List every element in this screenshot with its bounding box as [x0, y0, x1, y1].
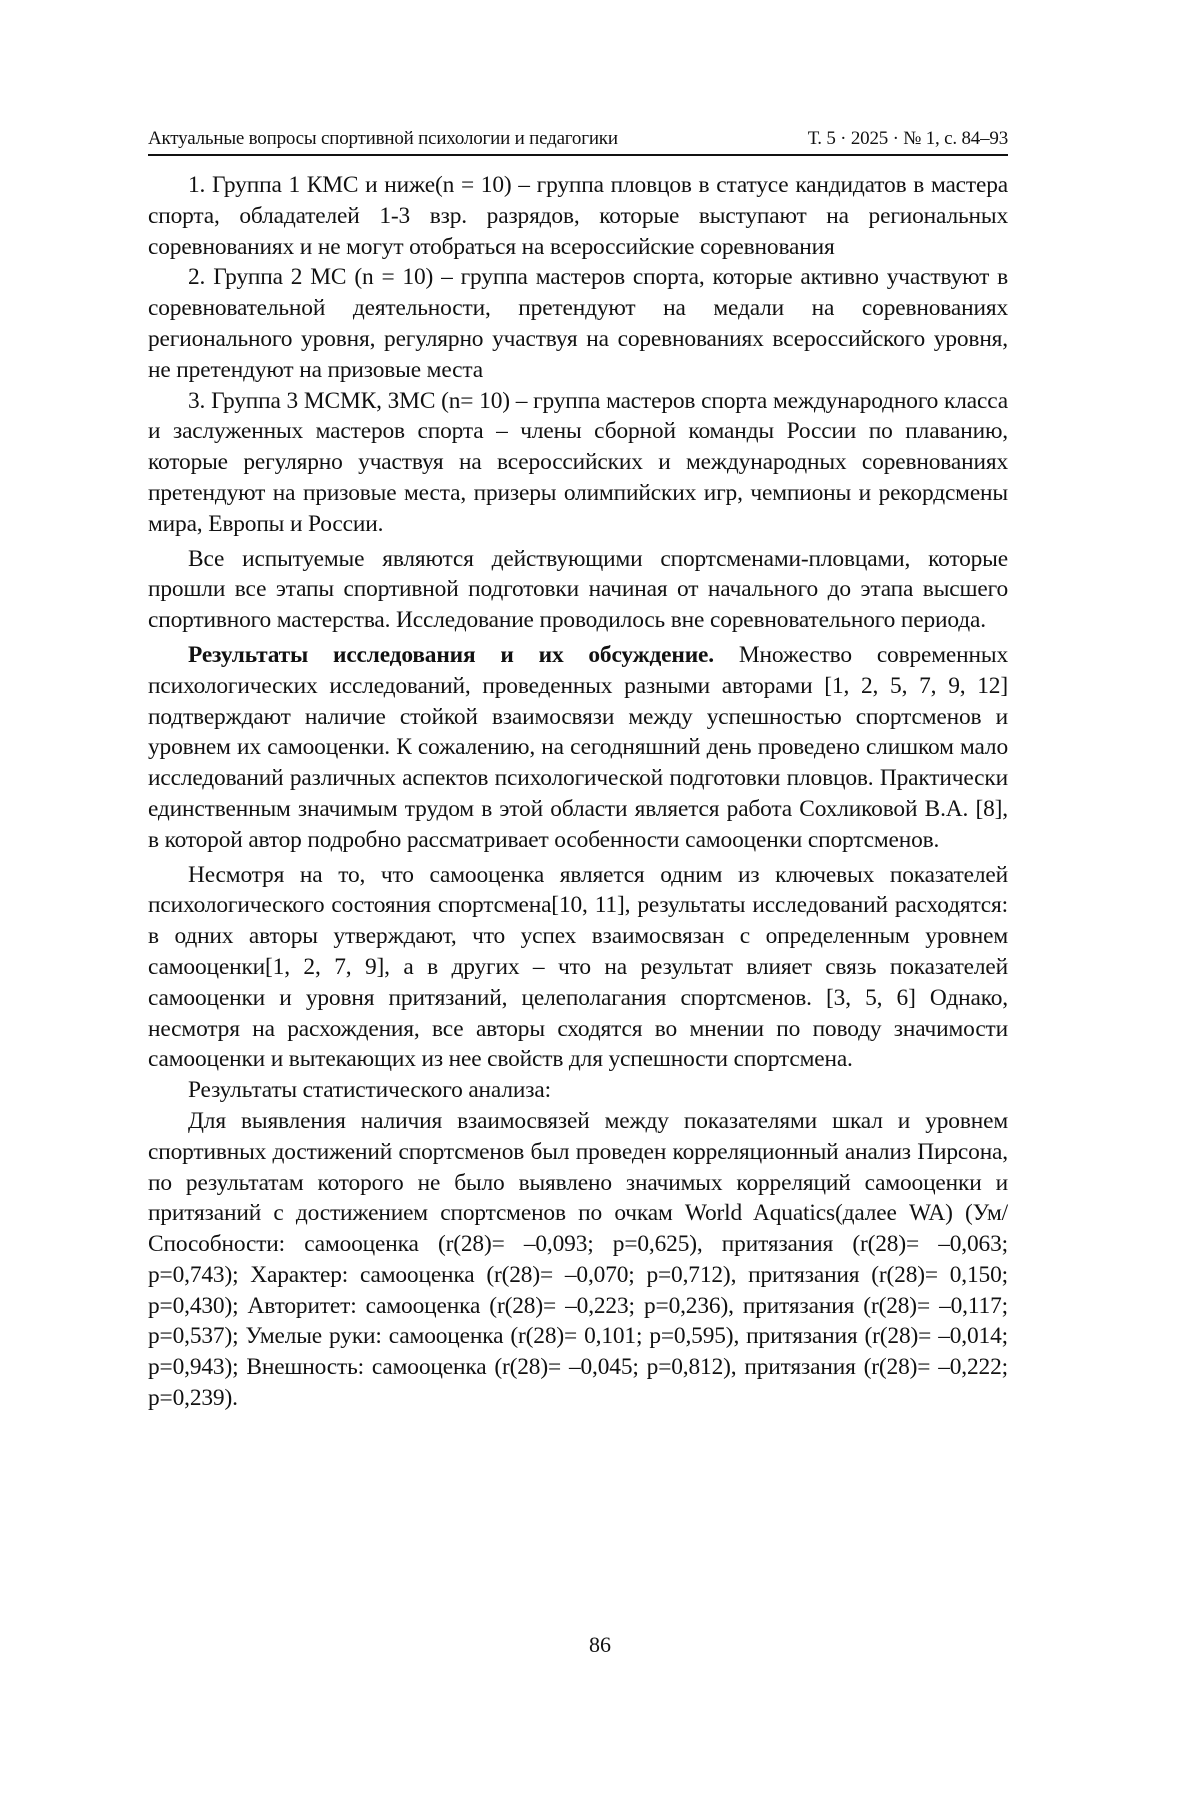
results-heading: Результаты исследования и их обсуждение.	[188, 641, 714, 668]
journal-title: Актуальные вопросы спортивной психологии и педагогики	[148, 128, 618, 149]
stats-title: Результаты статистического анализа:	[188, 1077, 551, 1104]
group-item-3: 3. Группа 3 МСМК, ЗМС (n= 10) – группа мастеров спорта международного класса и заслуженных мастеров спорта – члены сборной команды России по плаванию, которые регулярно участвуя на всероссийских и международных соревнованиях претендуют на призовые места, призеры олимпийских игр, чемпионы и рекордсмены мира, Европы и России.	[148, 387, 1008, 537]
stats-paragraph: Для выявления наличия взаимосвязей между показателями шкал и уровнем спортивных достижений спортсменов был проведен корреляционный анализ Пирсона, по результатам которого не было выявлено значимых корреляций самооценки и притязаний с достижением спортсменов по очкам World Aquatics(далее WA) (Ум/Способности: самооценка (r(28)= –0,093; p=0,625), притязания (r(28)= –0,063; p=0,743); Характер: самооценка (r(28)= –0,070; p=0,712), притязания (r(28)= 0,150; p=0,430); Авторитет: самооценка (r(28)= –0,223; p=0,236), притязания (r(28)= –0,117; p=0,537); Умелые руки: самооценка (r(28)= 0,101; p=0,595), притязания (r(28)= –0,014; p=0,943); Внешность: самооценка (r(28)= –0,045; p=0,812), притязания (r(28)= –0,222; p=0,239).	[148, 1107, 1008, 1412]
contradiction-paragraph: Несмотря на то, что самооценка является одним из ключевых показателей психологического состояния спортсмена[10, 11], результаты исследований расходятся: в одних авторы утверждают, что успех взаимосвязан с определенным уровнем самооценки[1, 2, 7, 9], а в других – что на результат влияет связь показателей самооценки и уровня притязаний, целеполагания спортсменов. [3, 5, 6] Однако, несмотря на расхождения, все авторы сходятся во мнении по поводу значимости самооценки и вытекающих из нее свойств для успешности спортсмена.	[148, 861, 1008, 1073]
issue-citation: Т. 5 · 2025 · № 1, с. 84–93	[807, 128, 1008, 149]
article-body	[148, 170, 1008, 1414]
results-text: Множество современных психологических исследований, проведенных разными авторами [1, 2, 5, 7, 9, 12] подтверждают наличие стойкой взаимосвязи между успешностью спортсменов и уровнем их самооценки. К сожалению, на сегодняшний день проведено слишком мало исследований различных аспектов психологической подготовки пловцов. Практически единственным значимым трудом в этой области является работа Сохликовой В.А. [8], в которой автор подробно рассматривает особенности самооценки спортсменов.	[148, 641, 1008, 853]
group-item-1: 1. Группа 1 КМС и ниже(n = 10) – группа пловцов в статусе кандидатов в мастера спорта, обладателей 1-3 взр. разрядов, которые выступают на региональных соревнованиях и не могут отобраться на всероссийские соревнования	[148, 172, 1008, 260]
page-number: 86	[589, 1632, 611, 1657]
page	[148, 128, 1008, 1414]
results-paragraph	[148, 640, 1008, 856]
subjects-paragraph: Все испытуемые являются действующими спортсменами-пловцами, которые прошли все этапы спортивной подготовки начиная от начального до этапа высшего спортивного мастерства. Исследование проводилось вне соревновательного периода.	[148, 545, 1008, 634]
running-header	[148, 128, 1008, 156]
group-item-2: 2. Группа 2 МС (n = 10) – группа мастеров спорта, которые активно участвуют в соревновательной деятельности, претендуют на медали на соревнованиях регионального уровня, регулярно участвуя на соревнованиях всероссийского уровня, не претендуют на призовые места	[148, 264, 1008, 383]
